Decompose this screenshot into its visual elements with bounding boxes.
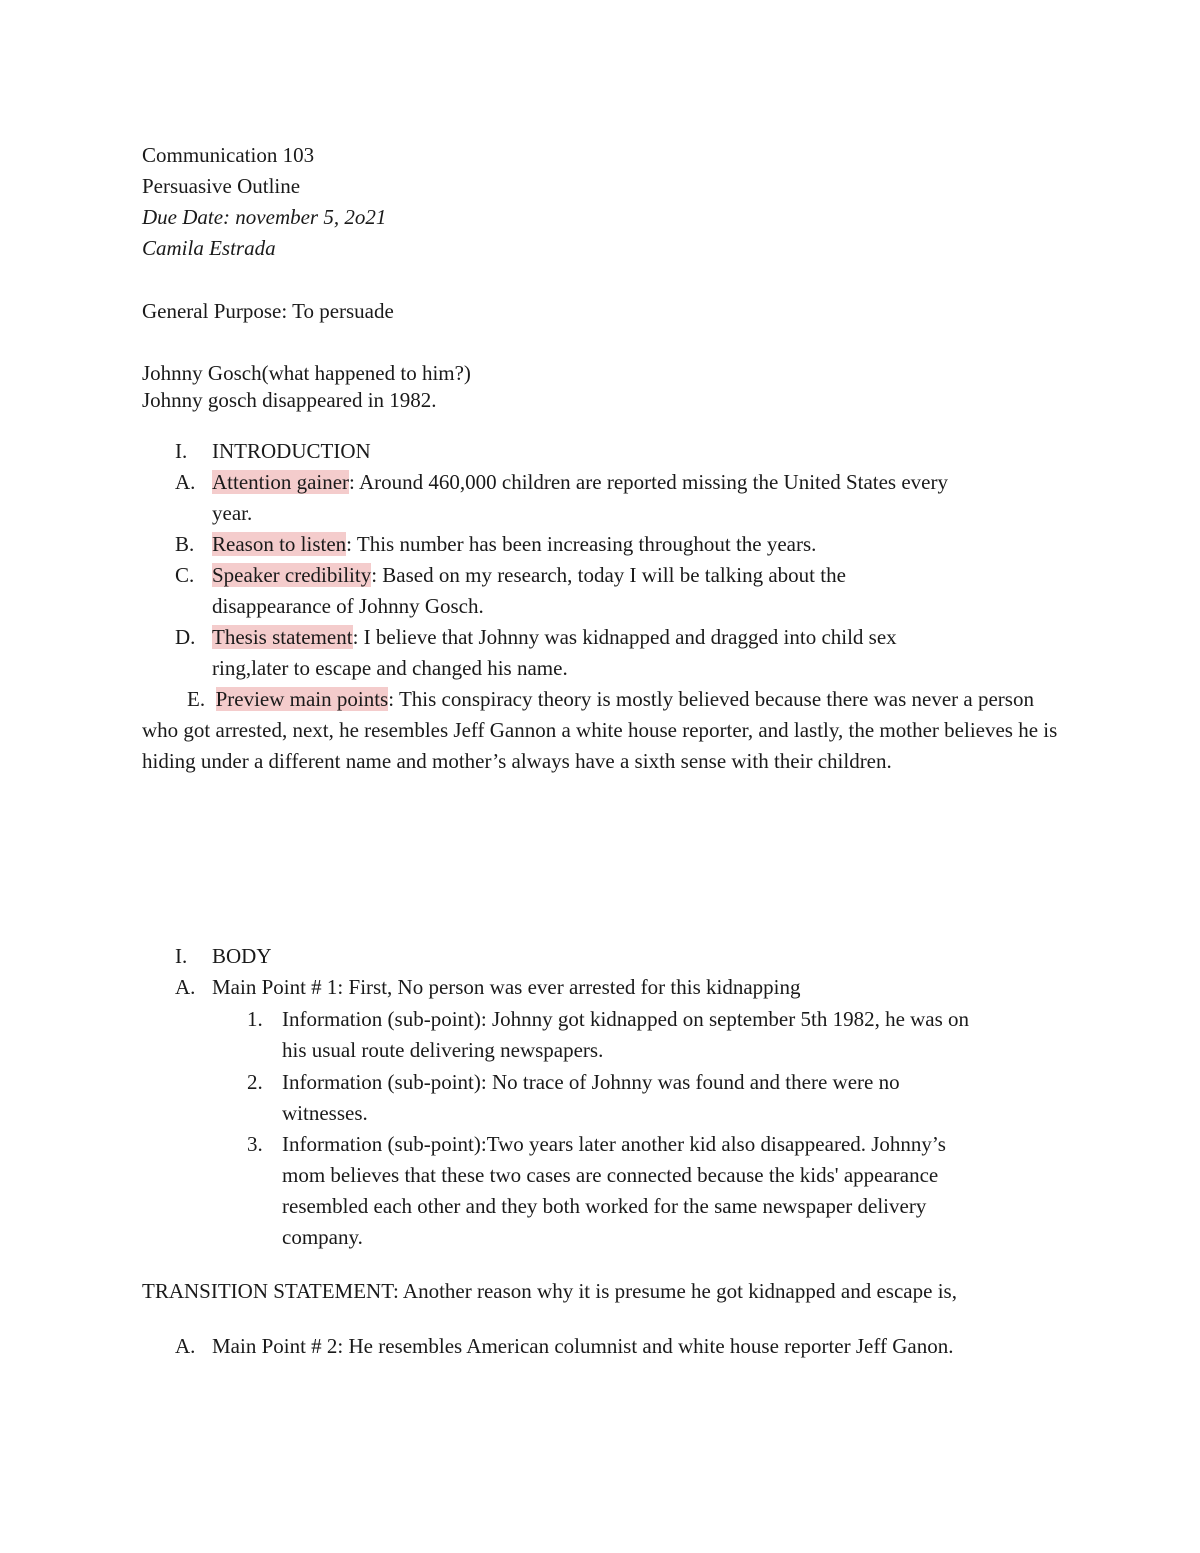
subpoint-number: 2.: [247, 1070, 263, 1094]
main-point-letter: A.: [175, 1334, 196, 1358]
intro-item-text: : This number has been increasing throughout the years.: [346, 532, 817, 556]
author-name: Camila Estrada: [142, 236, 276, 260]
intro-item-preview-main-points: [142, 684, 1062, 777]
highlight-label: Speaker credibility: [212, 563, 372, 587]
main-point-2: Main Point # 2: He resembles American columnist and white house reporter Jeff Ganon.: [212, 1334, 954, 1358]
subpoint-text-continued: resembled each other and they both worked for the same newspaper delivery: [282, 1194, 927, 1218]
subpoint-text-continued: witnesses.: [282, 1101, 368, 1125]
intro-item-text-continued: ring,later to escape and changed his name.: [212, 656, 568, 680]
highlight-label: Thesis statement: [212, 625, 353, 649]
intro-item-text-continued: year.: [212, 501, 253, 525]
intro-item-speaker-credibility: [212, 560, 846, 591]
intro-item-attention-gainer: [212, 467, 948, 498]
intro-heading: INTRODUCTION: [212, 439, 371, 463]
topic-subtitle: Johnny gosch disappeared in 1982.: [142, 388, 437, 412]
highlight-label: Preview main points: [215, 687, 389, 711]
subpoint-text: Information (sub-point):Two years later another kid also disappeared. Johnny’s: [282, 1132, 946, 1156]
body-numeral: I.: [175, 944, 188, 968]
intro-item-letter: C.: [175, 563, 195, 587]
subpoint-number: 3.: [247, 1132, 263, 1156]
main-point-letter: A.: [175, 975, 196, 999]
intro-item-letter: E.: [187, 687, 206, 711]
intro-item-letter: D.: [175, 625, 196, 649]
intro-item-text: : Around 460,000 children are reported missing the United States every: [349, 470, 948, 494]
subpoint-text-continued: his usual route delivering newspapers.: [282, 1038, 604, 1062]
subpoint-text: Information (sub-point): No trace of Johnny was found and there were no: [282, 1070, 900, 1094]
assignment-title: Persuasive Outline: [142, 174, 301, 198]
course-title: Communication 103: [142, 143, 315, 167]
intro-item-letter: B.: [175, 532, 195, 556]
intro-item-text-continued: disappearance of Johnny Gosch.: [212, 594, 484, 618]
intro-item-text: : This conspiracy theory is mostly believed because there was never a person who got arrested, next, he resembles Jeff Gannon a white house reporter, and lastly, the mother believes he is hiding under a different name and mother’s always have a sixth sense with their children.: [142, 687, 1058, 773]
highlight-label: Reason to listen: [212, 532, 347, 556]
intro-numeral: I.: [175, 439, 188, 463]
intro-item-thesis-statement: [212, 622, 897, 653]
transition-statement: TRANSITION STATEMENT: Another reason why it is presume he got kidnapped and escape is,: [142, 1279, 957, 1303]
intro-item-letter: A.: [175, 470, 196, 494]
intro-item-reason-to-listen: [212, 529, 816, 560]
subpoint-text-continued: company.: [282, 1225, 363, 1249]
intro-item-text: : Based on my research, today I will be talking about the: [371, 563, 846, 587]
subpoint-number: 1.: [247, 1007, 263, 1031]
intro-item-text: : I believe that Johnny was kidnapped and dragged into child sex: [352, 625, 897, 649]
highlight-label: Attention gainer: [212, 470, 350, 494]
subpoint-text: Information (sub-point): Johnny got kidnapped on september 5th 1982, he was on: [282, 1007, 970, 1031]
topic-title: Johnny Gosch(what happened to him?): [142, 361, 471, 385]
body-heading: BODY: [212, 944, 272, 968]
general-purpose: General Purpose: To persuade: [142, 299, 394, 323]
main-point-1: Main Point # 1: First, No person was ever arrested for this kidnapping: [212, 975, 801, 999]
due-date: Due Date: november 5, 2o21: [142, 205, 387, 229]
subpoint-text-continued: mom believes that these two cases are connected because the kids' appearance: [282, 1163, 939, 1187]
